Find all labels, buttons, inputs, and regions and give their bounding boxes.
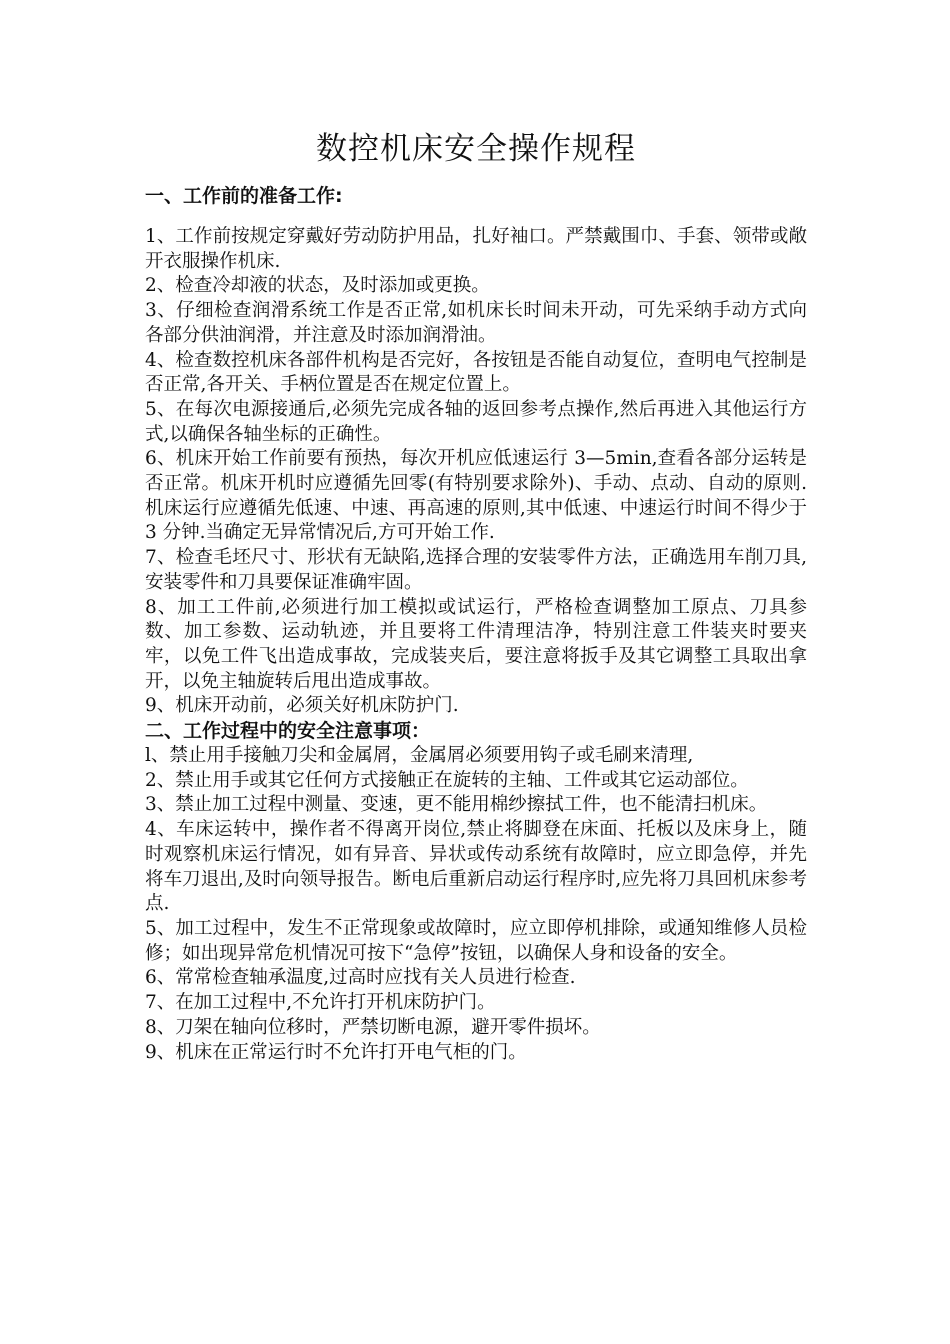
list-item: l、禁止用手接触刀尖和金属屑，金属屑必须要用钩子或毛刷来清理,	[145, 745, 694, 767]
list-item: 6、常常检查轴承温度,过高时应找有关人员进行检查.	[145, 967, 576, 989]
section-heading: 二、工作过程中的安全注意事项：	[145, 720, 431, 743]
list-item: 4、车床运转中，操作者不得离开岗位,禁止将脚登在床面、托板以及床身上，随时观察机床运行情况，如有异音、异状或传动系统有故障时，应立即急停，并先将车刀退出,及时向领导报告。断电后重新启动运行程序时,应先将刀具回机床参考点.	[145, 819, 807, 915]
list-item: 4、检查数控机床各部件机构是否完好，各按钮是否能自动复位，查明电气控制是否正常,各开关、手柄位置是否在规定位置上。	[145, 349, 807, 396]
list-item: 2、禁止用手或其它任何方式接触正在旋转的主轴、工件或其它运动部位。	[145, 769, 749, 791]
list-item: 7、检查毛坯尺寸、形状有无缺陷,选择合理的安装零件方法，正确选用车削刀具,安装零件和刀具要保证准确牢固。	[145, 547, 807, 593]
section-safety	[145, 719, 807, 1065]
list-item: 5、加工过程中，发生不正常现象或故障时，应立即停机排除，或通知维修人员检修；如出现异常危机情况可按下“急停”按钮，以确保人身和设备的安全。	[145, 917, 807, 964]
list-item: 8、刀架在轴向位移时，严禁切断电源，避开零件损坏。	[145, 1016, 601, 1038]
list-item: 9、机床开动前，必须关好机床防护门.	[145, 695, 459, 717]
list-item: 7、在加工过程中,不允许打开机床防护门。	[145, 992, 496, 1014]
list-item: 6、机床开始工作前要有预热，每次开机应低速运行 3—5min,查看各部分运转是否正常。机床开机时应遵循先回零(有特别要求除外)、手动、点动、自动的原则.机床运行应遵循先低速、中速、再高速的原则,其中低速、中速运行时间不得少于 3 分钟.当确定无异常情况后,方可开始工作.	[145, 448, 807, 544]
list-item: 3、禁止加工过程中测量、变速，更不能用棉纱擦拭工件，也不能清扫机床。	[145, 794, 768, 816]
list-item: 8、加工工件前,必须进行加工模拟或试运行，严格检查调整加工原点、刀具参数、加工参数、运动轨迹，并且要将工件清理洁净，特别注意工件装夹时要夹牢，以免工件飞出造成事故，完成装夹后，要注意将扳手及其它调整工具取出拿开，以免主轴旋转后甩出造成事故。	[145, 596, 807, 692]
list-item: 2、检查冷却液的状态，及时添加或更换。	[145, 275, 490, 297]
list-item: 9、机床在正常运行时不允许打开电气柜的门。	[145, 1041, 527, 1063]
section-heading: 一、工作前的准备工作:	[145, 185, 343, 207]
list-item: 5、在每次电源接通后,必须先完成各轴的返回参考点操作,然后再进入其他运行方式,以确保各轴坐标的正确性。	[145, 398, 807, 445]
list-item: 3、仔细检查润滑系统工作是否正常,如机床长时间未开动，可先采纳手动方式向各部分供油润滑，并注意及时添加润滑油。	[145, 300, 807, 346]
section-preparation	[145, 184, 807, 719]
page-title: 数控机床安全操作规程	[316, 131, 636, 167]
list-item: 1、工作前按规定穿戴好劳动防护用品，扎好袖口。严禁戴围巾、手套、领带或敞开衣服操作机床.	[145, 226, 807, 272]
